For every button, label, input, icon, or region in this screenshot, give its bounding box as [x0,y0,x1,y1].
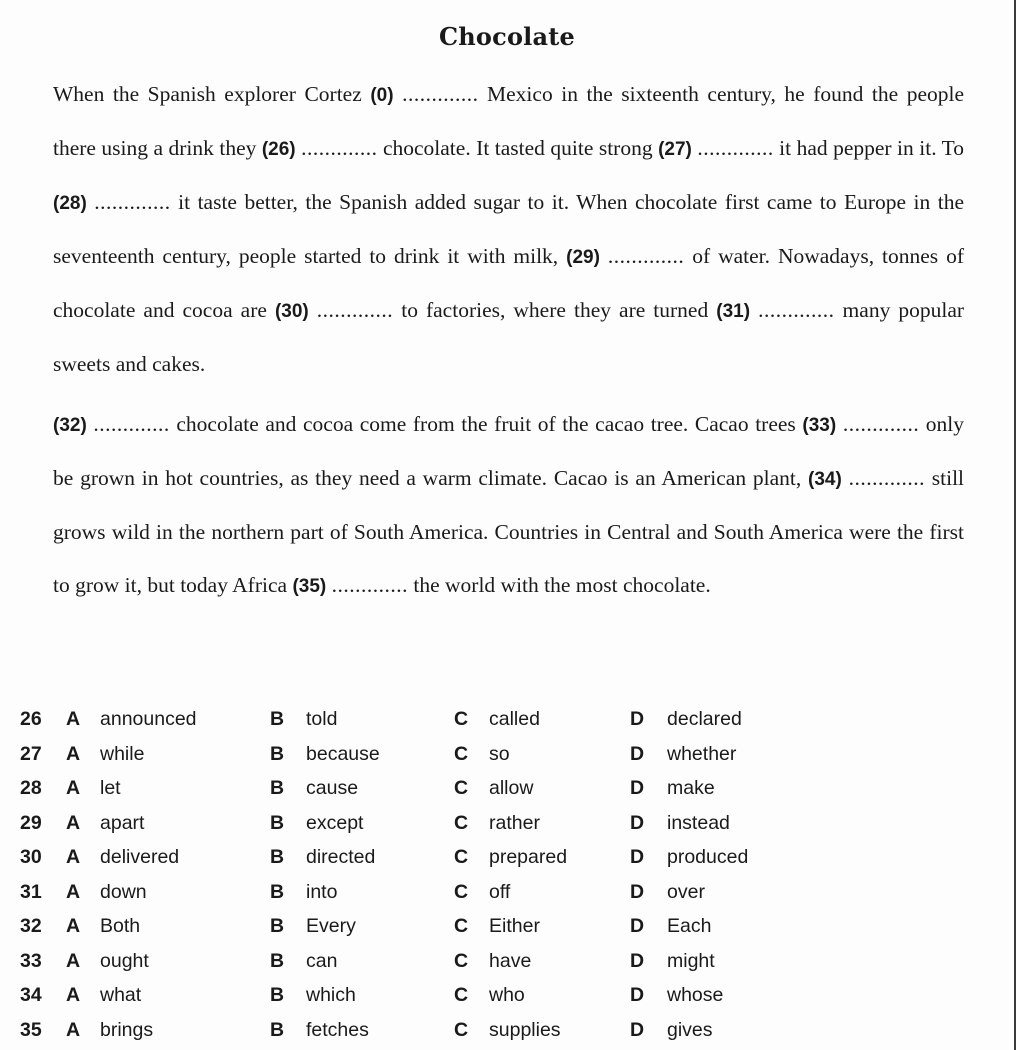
option-letter-b: B [270,742,285,765]
option-letter-c: C [454,880,469,903]
option-letter-d: D [630,915,645,937]
option-letter-c: C [454,1018,469,1041]
option-d[interactable]: might [667,949,715,972]
option-letter-c: C [454,811,469,834]
gap-blank-32[interactable]: ............. [93,412,170,436]
question-number: 26 [20,708,42,730]
text-segment: of water. Nowadays, tonnes of chocolate and cocoa are [53,244,965,322]
option-c[interactable]: off [489,880,511,903]
option-letter-a: A [66,846,81,868]
option-c[interactable]: who [489,984,525,1006]
option-letter-c: C [454,915,469,937]
gap-number-27: (27) [658,139,692,160]
text-segment: chocolate and cocoa come from the fruit of the cacao tree. Cacao trees [176,412,796,436]
option-c[interactable]: have [489,949,532,972]
option-letter-d: D [630,742,645,765]
paragraph-1 [53,68,964,391]
gap-number-34: (34) [808,469,842,490]
gap-number-33: (33) [802,415,837,436]
option-d[interactable]: produced [667,846,749,868]
gap-number-26: (26) [261,139,296,160]
option-a[interactable]: ought [100,949,149,972]
text-segment: chocolate. It tasted quite strong [382,136,653,160]
gap-number-28: (28) [53,193,87,214]
gap-number-31: (31) [716,301,751,322]
option-d[interactable]: whether [667,742,737,765]
option-letter-a: A [66,777,81,799]
option-letter-b: B [270,984,285,1006]
option-letter-b: B [270,1018,285,1041]
option-letter-c: C [454,984,469,1006]
option-b[interactable]: can [306,949,338,972]
option-letter-d: D [630,1018,645,1041]
gap-blank-29[interactable]: ............. [607,244,685,268]
option-c[interactable]: called [489,708,540,730]
option-letter-d: D [630,949,645,972]
gap-blank-33[interactable]: ............. [842,412,920,436]
option-b[interactable]: Every [306,915,356,937]
option-a[interactable]: delivered [100,846,180,868]
option-b[interactable]: told [306,708,338,730]
option-b[interactable]: directed [306,846,376,868]
option-letter-a: A [66,880,81,903]
text-segment: it had pepper in it. To [779,136,965,160]
option-b[interactable]: into [306,880,338,903]
option-a[interactable]: brings [100,1018,154,1041]
question-number: 33 [20,949,42,972]
option-a[interactable]: let [100,777,121,799]
text-segment: only be grown in hot countries, as they need a warm climate. Cacao is an American plant, [53,412,965,490]
option-d[interactable]: Each [667,915,712,937]
gap-number-35: (35) [292,576,327,597]
option-letter-b: B [270,915,285,937]
gap-blank-26[interactable]: ............. [301,136,378,160]
option-d[interactable]: whose [667,984,724,1006]
gap-number-30: (30) [274,301,309,322]
option-a[interactable]: apart [100,811,145,834]
option-letter-b: B [270,846,285,868]
option-letter-b: B [270,708,285,730]
option-letter-a: A [66,742,81,765]
option-letter-c: C [454,742,469,765]
option-letter-d: D [630,811,645,834]
option-a[interactable]: announced [100,708,197,730]
text-segment: Mexico in the sixteenth century, he found the people there using a drink they [53,82,965,160]
option-letter-d: D [630,777,645,799]
text-segment: the world with the most chocolate. [413,573,711,597]
option-letter-a: A [66,811,81,834]
option-c[interactable]: so [489,742,510,765]
option-c[interactable]: rather [489,811,540,834]
gap-blank-34[interactable]: ............. [848,466,925,490]
option-d[interactable]: instead [667,811,730,834]
option-c[interactable]: Either [489,915,540,937]
text-segment: When the Spanish explorer Cortez [53,82,362,106]
question-row-30 [0,842,1014,877]
text-segment: still grows wild in the northern part of South America. Countries in Central and South America were the first to grow it, but today Africa [53,466,965,597]
question-number: 28 [20,777,42,799]
text-segment: to factories, where they are turned [401,298,709,322]
question-row-31 [0,877,1014,912]
option-letter-a: A [66,949,81,972]
gap-number-29: (29) [566,247,600,268]
question-number: 29 [20,811,42,834]
gap-blank-28[interactable]: ............. [94,190,171,214]
page-title: Chocolate [438,22,575,51]
paragraph-2 [53,398,964,613]
option-letter-b: B [270,777,285,799]
question-number: 31 [20,880,42,903]
gap-number-32: (32) [53,415,87,436]
gap-blank-31[interactable]: ............. [758,298,835,322]
text-segment: many popular sweets and cakes. [53,298,965,376]
question-number: 35 [20,1018,42,1041]
option-b[interactable]: which [306,984,356,1006]
question-number: 34 [20,984,42,1006]
option-letter-c: C [454,949,469,972]
option-c[interactable]: supplies [489,1018,561,1041]
question-number: 30 [20,846,42,868]
option-a[interactable]: what [100,984,142,1006]
gap-blank-35[interactable]: ............. [331,573,408,597]
answer-options-table [0,704,1014,1049]
question-row-26 [0,704,1014,739]
option-d[interactable]: over [667,880,705,903]
option-b[interactable]: because [306,742,380,765]
option-a[interactable]: Both [100,915,141,937]
option-c[interactable]: prepared [489,846,568,868]
question-row-33 [0,946,1014,981]
text-segment: it taste better, the Spanish added sugar to it. When chocolate first came to Europe in the seventeenth century, people started to drink it with milk, [53,190,964,268]
question-row-35 [0,1015,1014,1050]
option-b[interactable]: except [306,811,364,834]
gap-blank-0: ............. [402,82,479,106]
option-a[interactable]: while [100,742,145,765]
gap-blank-30[interactable]: ............. [316,298,394,322]
option-letter-d: D [630,708,645,730]
option-b[interactable]: fetches [306,1018,369,1041]
option-b[interactable]: cause [306,777,359,799]
option-d[interactable]: declared [667,708,742,730]
question-row-28 [0,773,1014,808]
option-letter-a: A [66,984,81,1006]
option-letter-d: D [630,846,645,868]
option-letter-a: A [66,1018,81,1041]
option-letter-c: C [454,708,469,730]
question-row-27 [0,739,1014,774]
option-d[interactable]: gives [667,1018,713,1041]
question-row-32 [0,911,1014,946]
option-letter-b: B [270,949,285,972]
option-letter-c: C [454,777,469,799]
gap-blank-27[interactable]: ............. [697,136,774,160]
option-letter-a: A [66,708,81,730]
question-row-29 [0,808,1014,843]
option-d[interactable]: make [667,777,715,799]
option-a[interactable]: down [100,880,147,903]
option-c[interactable]: allow [489,777,534,799]
option-letter-a: A [66,915,81,937]
option-letter-c: C [454,846,469,868]
option-letter-b: B [270,811,285,834]
option-letter-b: B [270,880,285,903]
question-number: 32 [20,915,42,937]
question-number: 27 [20,742,42,765]
question-row-34 [0,980,1014,1015]
gap-number-0: (0) [370,85,394,106]
option-letter-d: D [630,984,645,1006]
option-letter-d: D [630,880,645,903]
